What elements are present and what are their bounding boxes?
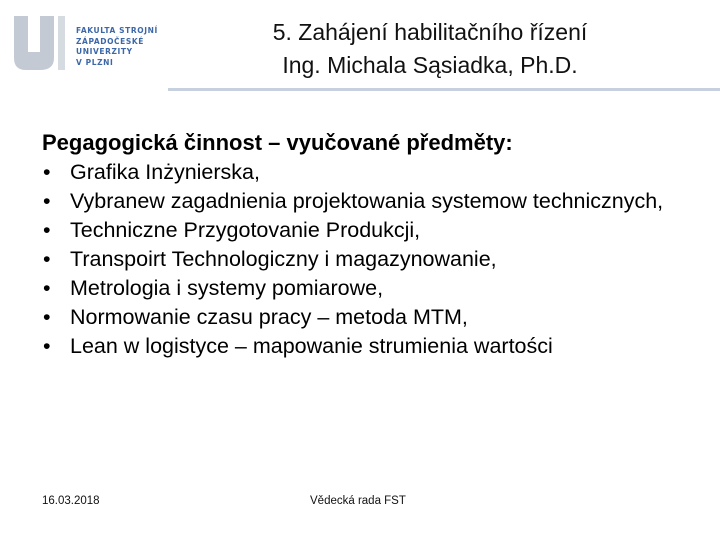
slide-body xyxy=(42,128,682,361)
list-item xyxy=(42,274,682,303)
university-logo-icon xyxy=(10,12,68,76)
bullet-icon: • xyxy=(43,160,51,184)
logo-line: V PLZNI xyxy=(76,57,114,67)
list-item-text: Normowanie czasu pracy – metoda MTM, xyxy=(70,305,468,329)
list-item-text: Lean w logistyce – mapowanie strumienia wartości xyxy=(70,334,553,358)
footer-board: Vědecká rada FST xyxy=(310,495,406,507)
bullet-icon: • xyxy=(43,218,51,242)
bullet-icon: • xyxy=(43,276,51,300)
list-item-text: Vybranew zagadnienia projektowania systemow technicznych, xyxy=(70,189,664,213)
bullet-icon: • xyxy=(43,305,51,329)
subject-list xyxy=(42,158,682,361)
list-item xyxy=(42,158,682,187)
list-item-text: Techniczne Przygotovanie Produkcji, xyxy=(70,218,421,242)
logo-line: UNIVERZITY xyxy=(76,47,133,56)
list-item xyxy=(42,187,682,216)
bullet-icon: • xyxy=(43,189,51,213)
list-item xyxy=(42,332,682,361)
logo-line: FAKULTA STROJNÍ xyxy=(76,26,158,35)
list-item-text: Transpoirt Technologiczny i magazynowanie, xyxy=(70,247,497,271)
header-divider xyxy=(168,88,720,91)
title-line-1: 5. Zahájení habilitačního řízení xyxy=(272,19,588,45)
title-line-2: Ing. Michala Sąsiadka, Ph.D. xyxy=(282,52,578,78)
list-item-text: Metrologia i systemy pomiarowe, xyxy=(70,276,384,300)
faculty-name xyxy=(76,26,158,68)
logo-line: ZÁPADOČESKÉ xyxy=(76,36,145,46)
list-item xyxy=(42,303,682,332)
bullet-icon: • xyxy=(43,334,51,358)
faculty-logo xyxy=(10,12,170,82)
list-item-text: Grafika Inżynierska, xyxy=(70,160,260,184)
section-heading: Pegagogická činnost – vyučované předměty: xyxy=(42,130,513,155)
bullet-icon: • xyxy=(43,247,51,271)
list-item xyxy=(42,216,682,245)
slide-title xyxy=(200,16,660,82)
list-item xyxy=(42,245,682,274)
footer-date: 16.03.2018 xyxy=(42,495,100,507)
